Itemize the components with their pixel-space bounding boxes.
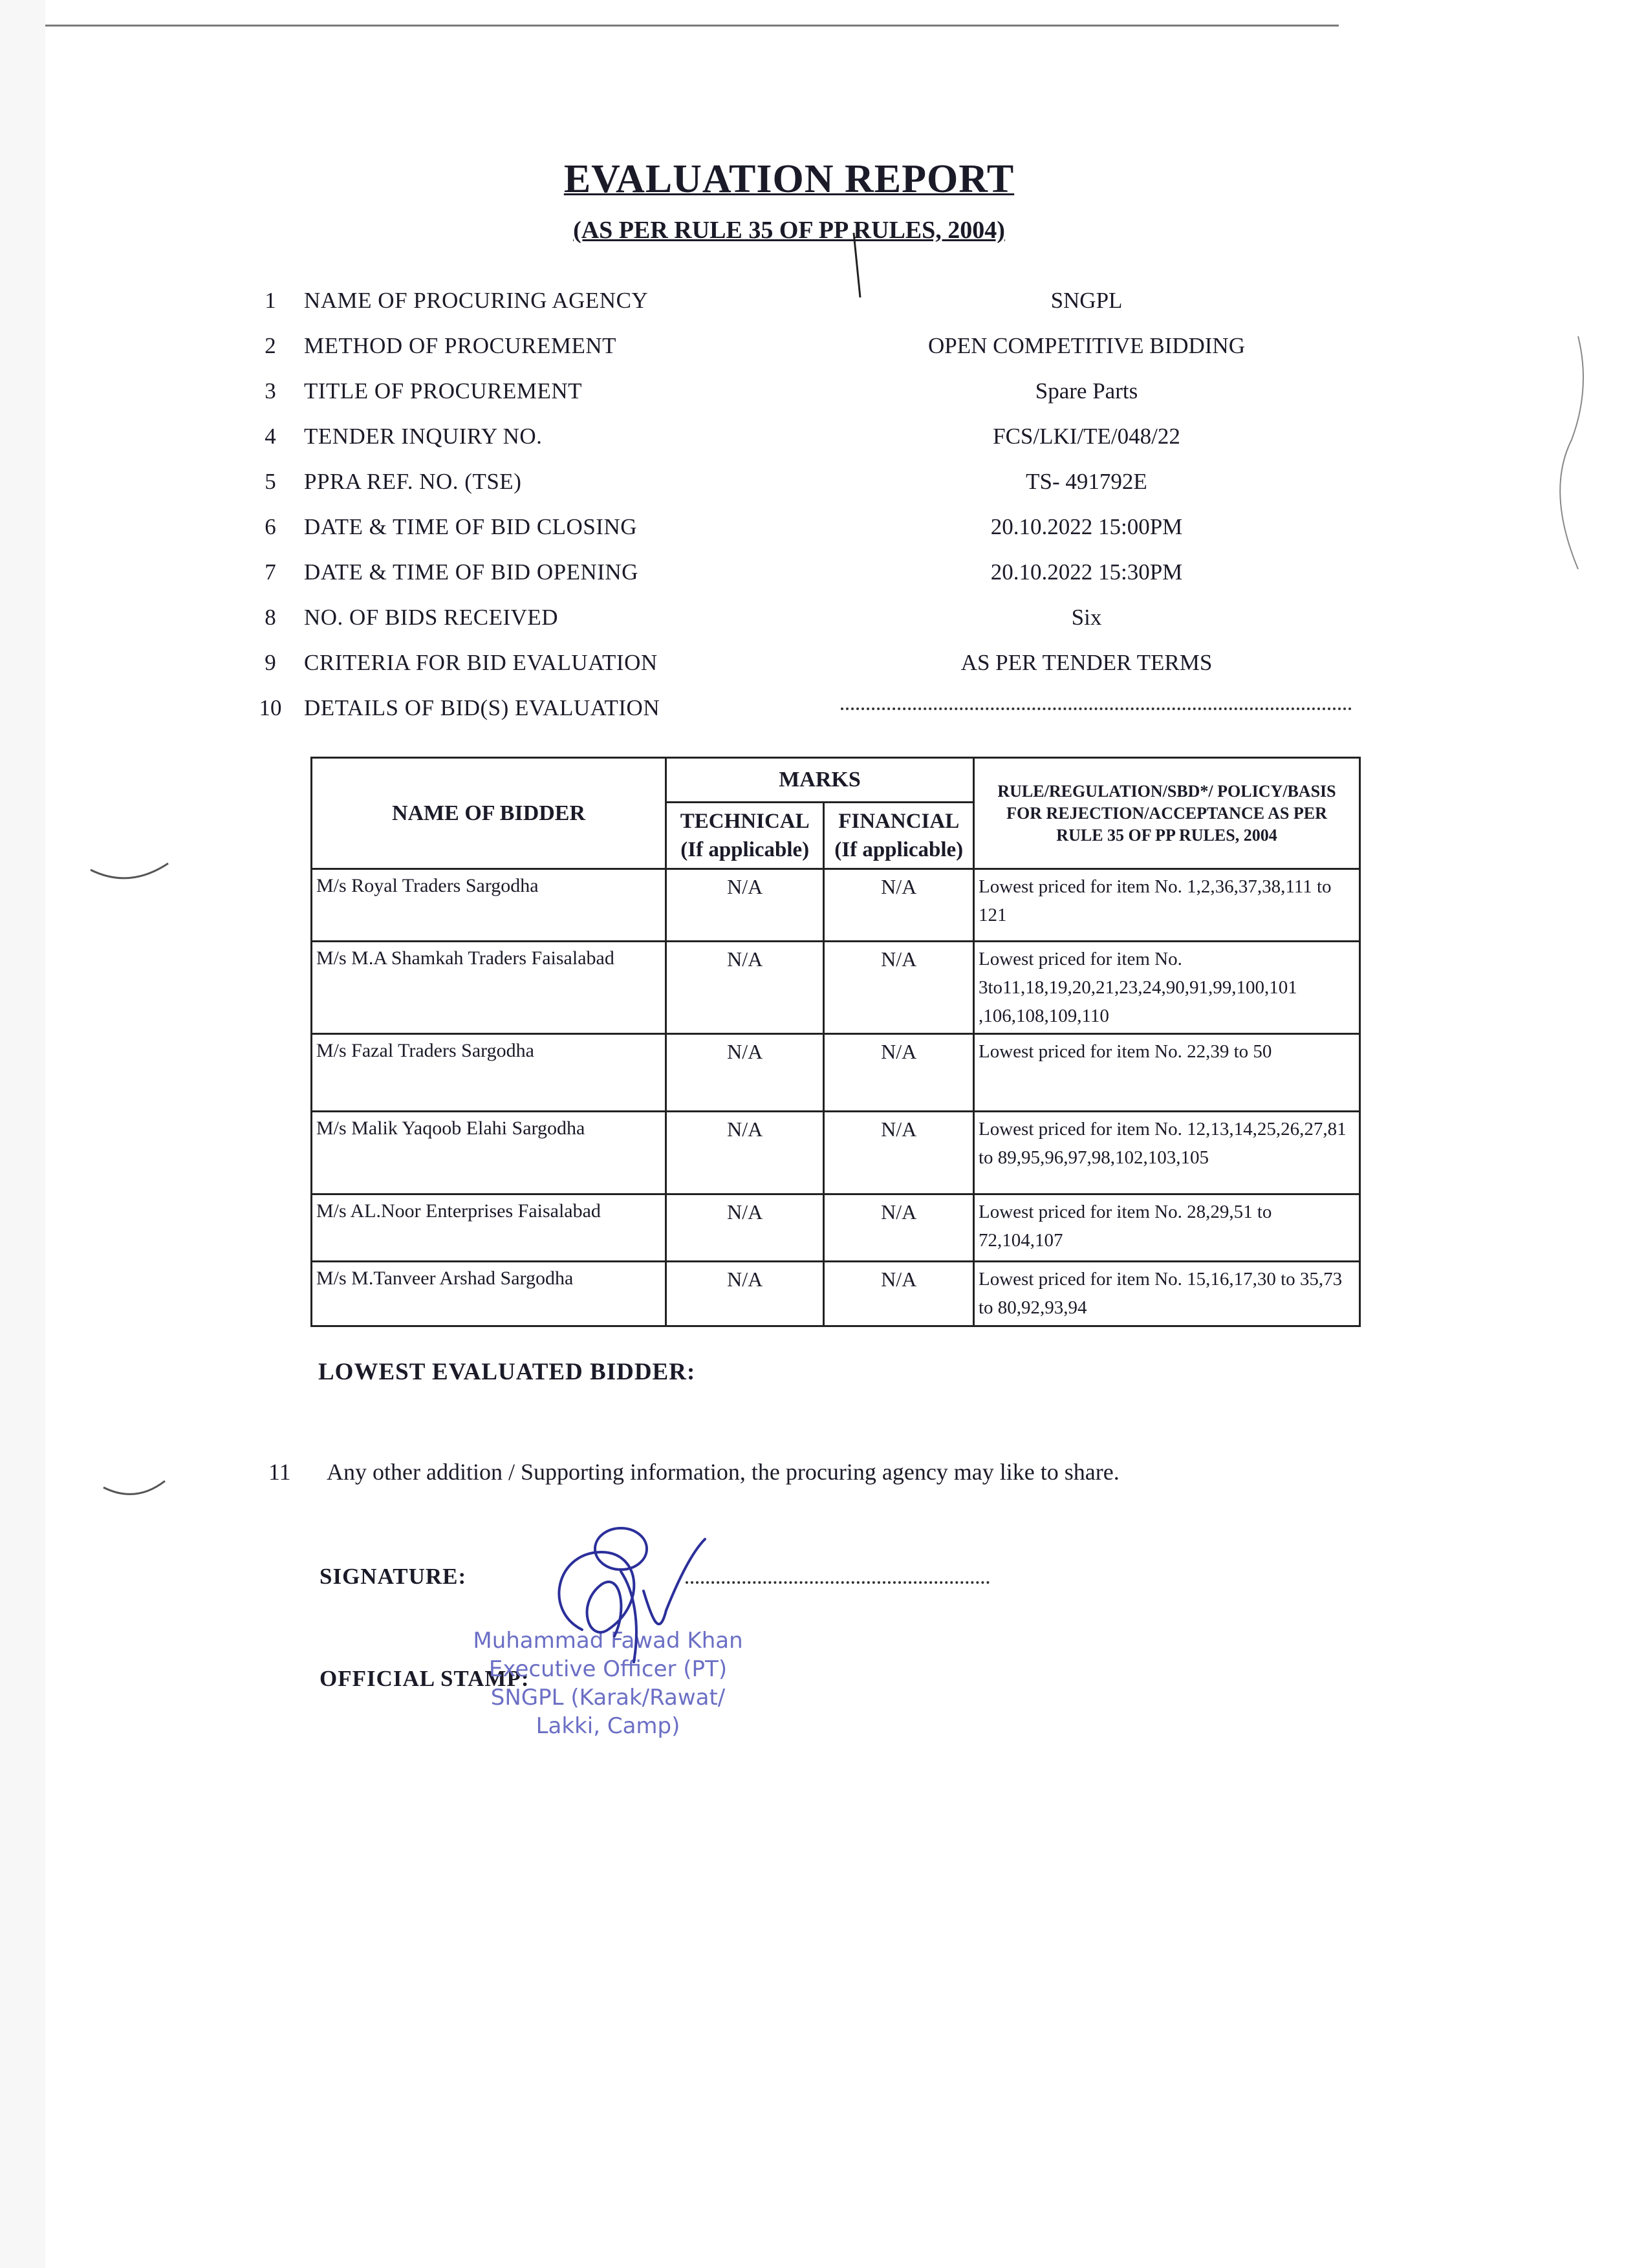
official-stamp-label: OFFICIAL STAMP:	[319, 1666, 530, 1691]
field-row	[0, 333, 1635, 365]
field-row	[0, 559, 1635, 592]
technical-mark: N/A	[666, 1112, 824, 1194]
table-row	[312, 1112, 1360, 1194]
financial-mark: N/A	[824, 942, 974, 1034]
field-number: 8	[265, 605, 276, 630]
header-technical: TECHNICAL (If applicable)	[666, 803, 824, 869]
financial-mark: N/A	[824, 1262, 974, 1326]
field-label: DATE & TIME OF BID CLOSING	[304, 514, 637, 539]
bidder-name: M/s Malik Yaqoob Elahi Sargodha	[312, 1112, 666, 1194]
acceptance-basis: Lowest priced for item No. 3to11,18,19,20,21,23,24,90,91,99,100,101 ,106,108,109,110	[974, 942, 1360, 1034]
bidder-name: M/s AL.Noor Enterprises Faisalabad	[312, 1194, 666, 1262]
acceptance-basis: Lowest priced for item No. 1,2,36,37,38,111 to 121	[974, 869, 1360, 942]
header-bidder-name: NAME OF BIDDER	[312, 758, 666, 869]
signature-label: SIGNATURE:	[319, 1564, 467, 1589]
field-row	[0, 378, 1635, 411]
financial-mark: N/A	[824, 1194, 974, 1262]
field-row	[0, 695, 1635, 728]
signature-dotted-line	[686, 1581, 990, 1584]
financial-mark: N/A	[824, 869, 974, 942]
field-label: TITLE OF PROCUREMENT	[304, 378, 582, 404]
bidder-name: M/s Fazal Traders Sargodha	[312, 1034, 666, 1112]
acceptance-basis: Lowest priced for item No. 28,29,51 to 72,104,107	[974, 1194, 1360, 1262]
acceptance-basis: Lowest priced for item No. 12,13,14,25,26,27,81 to 89,95,96,97,98,102,103,105	[974, 1112, 1360, 1194]
table-row	[312, 942, 1360, 1034]
field-label: DATE & TIME OF BID OPENING	[304, 559, 638, 585]
technical-mark: N/A	[666, 942, 824, 1034]
field-value: FCS/LKI/TE/048/22	[993, 424, 1180, 449]
field-number: 11	[268, 1459, 291, 1485]
field-row	[0, 650, 1635, 682]
bidder-name: M/s Royal Traders Sargodha	[312, 869, 666, 942]
field-value: 20.10.2022 15:30PM	[990, 559, 1183, 585]
report-title: EVALUATION REPORT	[563, 157, 1015, 201]
field-number: 10	[259, 695, 282, 720]
table-row	[312, 1262, 1360, 1326]
field-number: 2	[265, 333, 276, 358]
stamp-line: SNGPL (Karak/Rawat/	[490, 1685, 726, 1711]
header-financial: FINANCIAL (If applicable)	[824, 803, 974, 869]
technical-mark: N/A	[666, 1194, 824, 1262]
acceptance-basis: Lowest priced for item No. 15,16,17,30 to 35,73 to 80,92,93,94	[974, 1262, 1360, 1326]
field-label: PPRA REF. NO. (TSE)	[304, 469, 522, 494]
field-label: DETAILS OF BID(S) EVALUATION	[304, 695, 660, 720]
field-value: OPEN COMPETITIVE BIDDING	[928, 333, 1245, 358]
field-number: 6	[265, 514, 276, 539]
technical-mark: N/A	[666, 1034, 824, 1112]
bid-evaluation-table	[310, 757, 1361, 1327]
field-label: METHOD OF PROCUREMENT	[304, 333, 617, 358]
field-row	[0, 424, 1635, 456]
field-row	[0, 469, 1635, 501]
handwritten-signature	[530, 1513, 724, 1681]
field-row	[0, 514, 1635, 546]
field-value: Six	[1071, 605, 1102, 630]
table-row	[312, 1034, 1360, 1112]
supporting-info-text: Any other addition / Supporting information, the procuring agency may like to share.	[327, 1459, 1120, 1485]
details-dotted-line	[841, 707, 1352, 710]
report-subtitle: (AS PER RULE 35 OF PP RULES, 2004)	[573, 217, 1005, 244]
acceptance-basis: Lowest priced for item No. 22,39 to 50	[974, 1034, 1360, 1112]
field-label: CRITERIA FOR BID EVALUATION	[304, 650, 658, 675]
lowest-bidder-label: LOWEST EVALUATED BIDDER:	[318, 1359, 696, 1385]
technical-mark: N/A	[666, 869, 824, 942]
header-marks: MARKS	[666, 758, 974, 803]
field-row	[0, 288, 1635, 320]
field-value: 20.10.2022 15:00PM	[990, 514, 1183, 539]
field-label: TENDER INQUIRY NO.	[304, 424, 543, 449]
header-rule-basis: RULE/REGULATION/SBD*/ POLICY/BASIS FOR REJECTION/ACCEPTANCE AS PER RULE 35 OF PP RULES, 2004	[974, 758, 1360, 869]
field-number: 7	[265, 559, 276, 585]
field-number: 5	[265, 469, 276, 494]
bidder-name: M/s M.A Shamkah Traders Faisalabad	[312, 942, 666, 1034]
table-row	[312, 869, 1360, 942]
field-value: AS PER TENDER TERMS	[960, 650, 1213, 675]
field-number: 3	[265, 378, 276, 404]
field-label: NAME OF PROCURING AGENCY	[304, 288, 649, 313]
financial-mark: N/A	[824, 1112, 974, 1194]
stamp-line: Executive Officer (PT)	[488, 1656, 728, 1682]
field-value: SNGPL	[1050, 288, 1123, 313]
technical-mark: N/A	[666, 1262, 824, 1326]
field-label: NO. OF BIDS RECEIVED	[304, 605, 559, 630]
field-number: 9	[265, 650, 276, 675]
bidder-name: M/s M.Tanveer Arshad Sargodha	[312, 1262, 666, 1326]
field-number: 4	[265, 424, 276, 449]
field-number: 1	[265, 288, 276, 313]
field-value: Spare Parts	[1035, 378, 1138, 404]
field-value: TS- 491792E	[1026, 469, 1147, 494]
stamp-line: Muhammad Fawad Khan	[473, 1628, 743, 1654]
financial-mark: N/A	[824, 1034, 974, 1112]
table-row	[312, 1194, 1360, 1262]
field-row	[0, 605, 1635, 637]
stamp-line: Lakki, Camp)	[536, 1713, 680, 1739]
